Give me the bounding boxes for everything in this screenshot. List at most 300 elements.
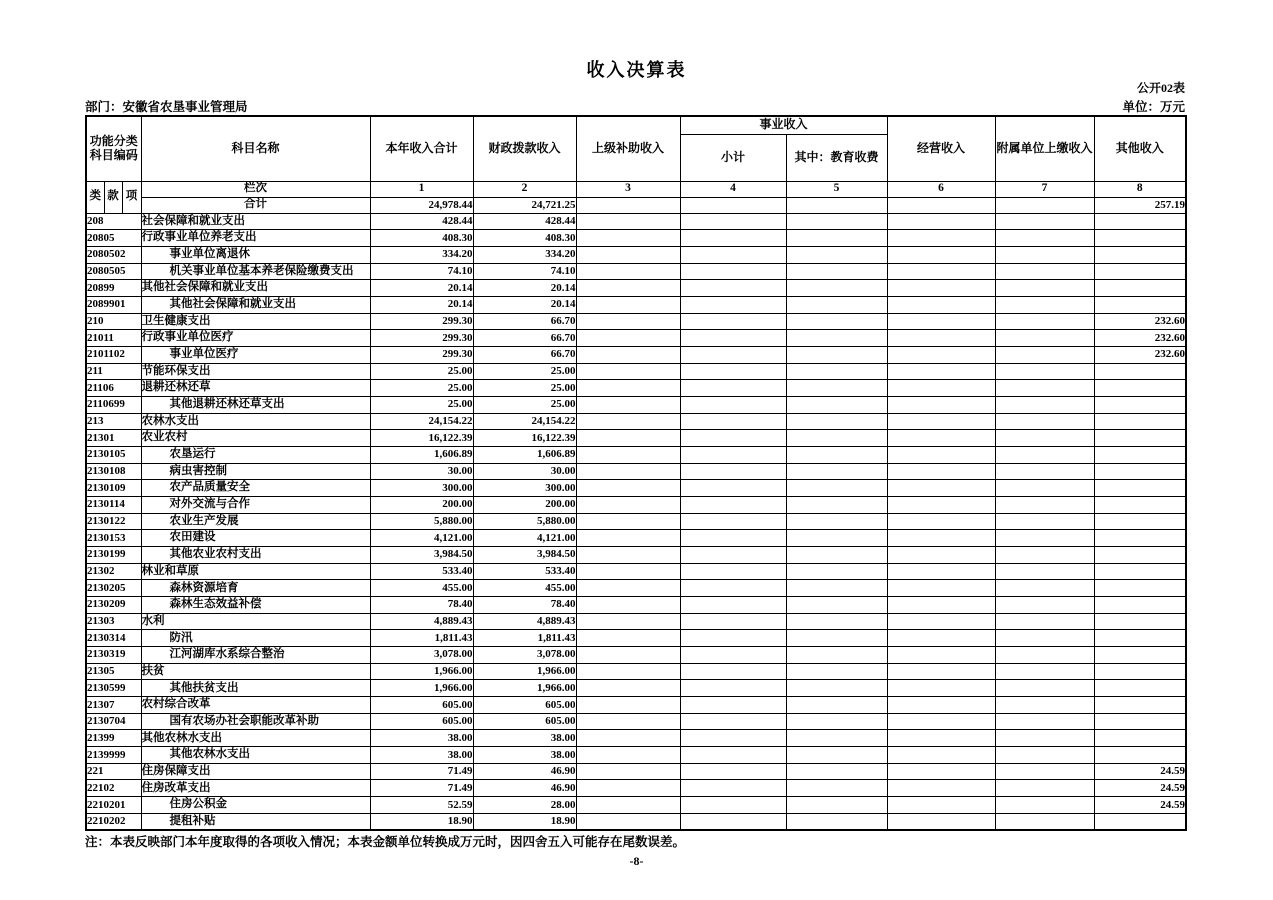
- value-cell: [887, 396, 995, 413]
- value-cell: 38.00: [473, 730, 576, 747]
- subject-cell: 提租补贴: [141, 813, 370, 830]
- table-row: [86, 313, 1186, 330]
- table-row: [86, 530, 1186, 547]
- value-cell: 5,880.00: [370, 513, 473, 530]
- value-cell: 24.59: [1094, 763, 1186, 780]
- value-cell: 4,121.00: [370, 530, 473, 547]
- value-cell: 1,966.00: [370, 663, 473, 680]
- page-number: -8-: [629, 854, 644, 868]
- table-row: [86, 263, 1186, 280]
- value-cell: [680, 296, 786, 313]
- value-cell: [576, 696, 680, 713]
- value-cell: 1,606.89: [473, 446, 576, 463]
- value-cell: [680, 546, 786, 563]
- value-cell: [1094, 380, 1186, 397]
- value-cell: [576, 797, 680, 814]
- code-cell: 211: [86, 363, 141, 380]
- value-cell: 25.00: [370, 380, 473, 397]
- value-cell: 16,122.39: [370, 430, 473, 447]
- code-cell: 2130153: [86, 530, 141, 547]
- table-body: [86, 213, 1186, 830]
- value-cell: 25.00: [473, 396, 576, 413]
- value-cell: [995, 346, 1094, 363]
- value-cell: 3,078.00: [473, 646, 576, 663]
- table-row: [86, 680, 1186, 697]
- value-cell: 605.00: [473, 696, 576, 713]
- header-other-income: 其他收入: [1094, 116, 1186, 181]
- subject-cell: 森林生态效益补偿: [141, 596, 370, 613]
- value-cell: [1094, 563, 1186, 580]
- code-cell: 2130314: [86, 630, 141, 647]
- table-row: [86, 413, 1186, 430]
- value-cell: 299.30: [370, 313, 473, 330]
- code-cell: 2130122: [86, 513, 141, 530]
- header-code-lei: 类: [86, 181, 104, 213]
- value-cell: [576, 280, 680, 297]
- value-cell: [887, 363, 995, 380]
- value-cell: [576, 296, 680, 313]
- value-cell: 24,154.22: [473, 413, 576, 430]
- value-cell: [576, 680, 680, 697]
- code-cell: 210: [86, 313, 141, 330]
- value-cell: [887, 780, 995, 797]
- value-cell: 408.30: [473, 230, 576, 247]
- value-cell: [680, 396, 786, 413]
- value-cell: [576, 380, 680, 397]
- value-cell: 200.00: [370, 496, 473, 513]
- value-cell: 605.00: [473, 713, 576, 730]
- value-cell: [887, 446, 995, 463]
- value-cell: [887, 430, 995, 447]
- value-cell: [576, 646, 680, 663]
- header-code-kuan: 款: [104, 181, 122, 213]
- value-cell: [887, 680, 995, 697]
- value-cell: [887, 747, 995, 764]
- value-cell: [576, 596, 680, 613]
- code-cell: 2080505: [86, 263, 141, 280]
- value-cell: [887, 246, 995, 263]
- lanci-row: [86, 181, 1186, 197]
- value-cell: [680, 413, 786, 430]
- subject-cell: 农业生产发展: [141, 513, 370, 530]
- code-cell: 2130205: [86, 580, 141, 597]
- value-cell: [576, 713, 680, 730]
- value-cell: [887, 696, 995, 713]
- total-value-cell: [887, 197, 995, 213]
- value-cell: [786, 780, 887, 797]
- table-row: [86, 430, 1186, 447]
- table-row: [86, 480, 1186, 497]
- value-cell: [887, 546, 995, 563]
- header-code-group-line2: 科目编码: [89, 147, 138, 162]
- value-cell: [887, 480, 995, 497]
- value-cell: [887, 496, 995, 513]
- value-cell: [786, 380, 887, 397]
- value-cell: [786, 463, 887, 480]
- value-cell: [786, 263, 887, 280]
- subject-cell: 病虫害控制: [141, 463, 370, 480]
- value-cell: [1094, 496, 1186, 513]
- table-row: [86, 763, 1186, 780]
- table-row: [86, 246, 1186, 263]
- value-cell: [995, 797, 1094, 814]
- value-cell: [576, 813, 680, 830]
- value-cell: [995, 380, 1094, 397]
- value-cell: [786, 246, 887, 263]
- value-cell: [887, 563, 995, 580]
- value-cell: [576, 563, 680, 580]
- value-cell: [680, 580, 786, 597]
- value-cell: [786, 546, 887, 563]
- header-year-total: 本年收入合计: [370, 116, 473, 181]
- value-cell: 232.60: [1094, 330, 1186, 347]
- value-cell: [576, 330, 680, 347]
- table-row: [86, 496, 1186, 513]
- value-cell: [680, 663, 786, 680]
- value-cell: [576, 580, 680, 597]
- total-value-cell: [995, 197, 1094, 213]
- column-number: 6: [887, 181, 995, 197]
- value-cell: [786, 730, 887, 747]
- value-cell: [576, 663, 680, 680]
- value-cell: [680, 646, 786, 663]
- value-cell: [1094, 630, 1186, 647]
- value-cell: 28.00: [473, 797, 576, 814]
- value-cell: [1094, 813, 1186, 830]
- subject-cell: 住房公积金: [141, 797, 370, 814]
- subject-cell: 农村综合改革: [141, 696, 370, 713]
- value-cell: [786, 696, 887, 713]
- value-cell: [680, 230, 786, 247]
- value-cell: [995, 747, 1094, 764]
- header-superior-subsidy: 上级补助收入: [576, 116, 680, 181]
- header-operating-income: 经营收入: [887, 116, 995, 181]
- code-cell: 221: [86, 763, 141, 780]
- value-cell: [786, 280, 887, 297]
- value-cell: 20.14: [370, 280, 473, 297]
- value-cell: [1094, 730, 1186, 747]
- subject-cell: 农林水支出: [141, 413, 370, 430]
- value-cell: [786, 430, 887, 447]
- value-cell: [1094, 296, 1186, 313]
- value-cell: [680, 313, 786, 330]
- subject-cell: 事业单位离退休: [141, 246, 370, 263]
- value-cell: [1094, 446, 1186, 463]
- subject-cell: 其他社会保障和就业支出: [141, 280, 370, 297]
- value-cell: 299.30: [370, 330, 473, 347]
- code-cell: 2130599: [86, 680, 141, 697]
- value-cell: [887, 346, 995, 363]
- value-cell: 300.00: [370, 480, 473, 497]
- value-cell: [887, 763, 995, 780]
- value-cell: 200.00: [473, 496, 576, 513]
- value-cell: 24.59: [1094, 780, 1186, 797]
- value-cell: [1094, 613, 1186, 630]
- value-cell: [680, 480, 786, 497]
- subject-cell: 节能环保支出: [141, 363, 370, 380]
- value-cell: 3,984.50: [473, 546, 576, 563]
- value-cell: [1094, 530, 1186, 547]
- value-cell: [576, 363, 680, 380]
- subject-cell: 事业单位医疗: [141, 346, 370, 363]
- value-cell: [786, 230, 887, 247]
- code-cell: 2130109: [86, 480, 141, 497]
- table-row: [86, 713, 1186, 730]
- value-cell: 3,984.50: [370, 546, 473, 563]
- value-cell: [680, 630, 786, 647]
- column-number: 5: [786, 181, 887, 197]
- value-cell: 4,889.43: [370, 613, 473, 630]
- value-cell: [887, 646, 995, 663]
- form-tag-label: 公开02表: [1136, 81, 1185, 95]
- value-cell: [576, 763, 680, 780]
- code-cell: 21399: [86, 730, 141, 747]
- value-cell: 78.40: [473, 596, 576, 613]
- value-cell: 3,078.00: [370, 646, 473, 663]
- value-cell: [1094, 480, 1186, 497]
- value-cell: 24,154.22: [370, 413, 473, 430]
- value-cell: 38.00: [370, 730, 473, 747]
- header-code-group: [86, 116, 141, 181]
- value-cell: [887, 380, 995, 397]
- value-cell: [680, 763, 786, 780]
- value-cell: 20.14: [370, 296, 473, 313]
- value-cell: [887, 280, 995, 297]
- value-cell: [576, 396, 680, 413]
- value-cell: [786, 630, 887, 647]
- value-cell: 46.90: [473, 780, 576, 797]
- value-cell: [995, 813, 1094, 830]
- total-label: 合计: [141, 197, 370, 213]
- code-cell: 21303: [86, 613, 141, 630]
- value-cell: [1094, 263, 1186, 280]
- value-cell: 5,880.00: [473, 513, 576, 530]
- value-cell: [680, 680, 786, 697]
- subject-cell: 退耕还林还草: [141, 380, 370, 397]
- value-cell: 71.49: [370, 763, 473, 780]
- code-cell: 21011: [86, 330, 141, 347]
- value-cell: [995, 780, 1094, 797]
- value-cell: [1094, 596, 1186, 613]
- value-cell: [995, 613, 1094, 630]
- table-row: [86, 380, 1186, 397]
- value-cell: [887, 613, 995, 630]
- subject-cell: 住房保障支出: [141, 763, 370, 780]
- header-code-xiang: 项: [122, 181, 141, 213]
- value-cell: [680, 730, 786, 747]
- code-cell: 21302: [86, 563, 141, 580]
- column-number: 3: [576, 181, 680, 197]
- page-title: 收入决算表: [586, 60, 687, 80]
- total-value-cell: [786, 197, 887, 213]
- value-cell: 428.44: [473, 213, 576, 230]
- subject-cell: 其他农业农村支出: [141, 546, 370, 563]
- value-cell: [887, 596, 995, 613]
- value-cell: [680, 780, 786, 797]
- value-cell: [995, 563, 1094, 580]
- value-cell: 46.90: [473, 763, 576, 780]
- value-cell: [576, 480, 680, 497]
- subject-cell: 社会保障和就业支出: [141, 213, 370, 230]
- table-row: [86, 747, 1186, 764]
- table-row: [86, 646, 1186, 663]
- subject-cell: 行政事业单位医疗: [141, 330, 370, 347]
- value-cell: [576, 513, 680, 530]
- value-cell: [887, 330, 995, 347]
- subject-cell: 其他退耕还林还草支出: [141, 396, 370, 413]
- code-cell: 22102: [86, 780, 141, 797]
- value-cell: [995, 446, 1094, 463]
- table-row: [86, 696, 1186, 713]
- total-value-cell: [576, 197, 680, 213]
- value-cell: 605.00: [370, 696, 473, 713]
- value-cell: [786, 596, 887, 613]
- value-cell: [887, 463, 995, 480]
- value-cell: [680, 246, 786, 263]
- code-cell: 21305: [86, 663, 141, 680]
- table-row: [86, 396, 1186, 413]
- subject-cell: 其他社会保障和就业支出: [141, 296, 370, 313]
- table-row: [86, 463, 1186, 480]
- header-business-income-group: 事业收入: [680, 116, 887, 134]
- value-cell: [887, 263, 995, 280]
- subject-cell: 扶贫: [141, 663, 370, 680]
- value-cell: [680, 280, 786, 297]
- value-cell: [786, 563, 887, 580]
- code-cell: 20899: [86, 280, 141, 297]
- value-cell: 4,121.00: [473, 530, 576, 547]
- value-cell: 16,122.39: [473, 430, 576, 447]
- value-cell: [995, 630, 1094, 647]
- value-cell: 300.00: [473, 480, 576, 497]
- table-row: [86, 546, 1186, 563]
- value-cell: [1094, 213, 1186, 230]
- code-cell: 2130704: [86, 713, 141, 730]
- subject-cell: 其他农林水支出: [141, 730, 370, 747]
- value-cell: [576, 630, 680, 647]
- value-cell: [576, 230, 680, 247]
- lanci-label: 栏次: [141, 181, 370, 197]
- value-cell: [786, 613, 887, 630]
- subject-cell: 防汛: [141, 630, 370, 647]
- code-cell: 213: [86, 413, 141, 430]
- value-cell: 20.14: [473, 280, 576, 297]
- value-cell: [786, 363, 887, 380]
- column-number: 4: [680, 181, 786, 197]
- value-cell: [995, 280, 1094, 297]
- value-cell: [887, 630, 995, 647]
- value-cell: 455.00: [370, 580, 473, 597]
- value-cell: [887, 813, 995, 830]
- value-cell: [995, 546, 1094, 563]
- value-cell: [786, 663, 887, 680]
- table-row: [86, 780, 1186, 797]
- code-cell: 2101102: [86, 346, 141, 363]
- code-cell: 2110699: [86, 396, 141, 413]
- value-cell: 52.59: [370, 797, 473, 814]
- code-cell: 2210202: [86, 813, 141, 830]
- value-cell: 1,811.43: [370, 630, 473, 647]
- value-cell: [995, 246, 1094, 263]
- value-cell: [786, 296, 887, 313]
- value-cell: [786, 396, 887, 413]
- value-cell: [576, 446, 680, 463]
- value-cell: [786, 480, 887, 497]
- value-cell: [887, 513, 995, 530]
- value-cell: [995, 296, 1094, 313]
- value-cell: [786, 713, 887, 730]
- value-cell: [786, 747, 887, 764]
- value-cell: [1094, 663, 1186, 680]
- subject-cell: 农田建设: [141, 530, 370, 547]
- value-cell: [1094, 513, 1186, 530]
- subject-cell: 江河湖库水系综合整治: [141, 646, 370, 663]
- value-cell: [680, 346, 786, 363]
- table-row: [86, 663, 1186, 680]
- total-value-cell: 24,978.44: [370, 197, 473, 213]
- value-cell: 1,811.43: [473, 630, 576, 647]
- value-cell: 71.49: [370, 780, 473, 797]
- value-cell: [995, 480, 1094, 497]
- value-cell: [995, 313, 1094, 330]
- value-cell: 25.00: [473, 380, 576, 397]
- table-row: [86, 363, 1186, 380]
- value-cell: [680, 380, 786, 397]
- value-cell: [887, 530, 995, 547]
- table-row: [86, 330, 1186, 347]
- value-cell: [786, 313, 887, 330]
- value-cell: 334.20: [370, 246, 473, 263]
- value-cell: 18.90: [370, 813, 473, 830]
- value-cell: [576, 413, 680, 430]
- total-value-cell: 257.19: [1094, 197, 1186, 213]
- value-cell: [680, 747, 786, 764]
- value-cell: [680, 530, 786, 547]
- value-cell: 1,966.00: [370, 680, 473, 697]
- value-cell: [887, 230, 995, 247]
- value-cell: 38.00: [370, 747, 473, 764]
- value-cell: 232.60: [1094, 346, 1186, 363]
- value-cell: 533.40: [370, 563, 473, 580]
- header-code-group-line1: 功能分类: [89, 133, 138, 148]
- header-row-group: [86, 116, 1186, 134]
- subject-cell: 对外交流与合作: [141, 496, 370, 513]
- value-cell: [680, 430, 786, 447]
- value-cell: [995, 363, 1094, 380]
- value-cell: [995, 230, 1094, 247]
- table-row: [86, 280, 1186, 297]
- value-cell: [576, 430, 680, 447]
- value-cell: [576, 263, 680, 280]
- value-cell: 408.30: [370, 230, 473, 247]
- column-number: 2: [473, 181, 576, 197]
- income-table: [85, 115, 1187, 831]
- value-cell: [680, 496, 786, 513]
- value-cell: [1094, 246, 1186, 263]
- value-cell: [995, 696, 1094, 713]
- subject-cell: 农业农村: [141, 430, 370, 447]
- value-cell: [786, 580, 887, 597]
- value-cell: [1094, 696, 1186, 713]
- header-subject: 科目名称: [141, 116, 370, 181]
- value-cell: [887, 213, 995, 230]
- header-fiscal-appropriation: 财政拨款收入: [473, 116, 576, 181]
- value-cell: [576, 313, 680, 330]
- value-cell: [995, 580, 1094, 597]
- value-cell: [786, 346, 887, 363]
- footnote: 注：本表反映部门本年度取得的各项收入情况；本表金额单位转换成万元时，因四舍五入可能存在尾数误差。: [85, 835, 686, 849]
- value-cell: [1094, 363, 1186, 380]
